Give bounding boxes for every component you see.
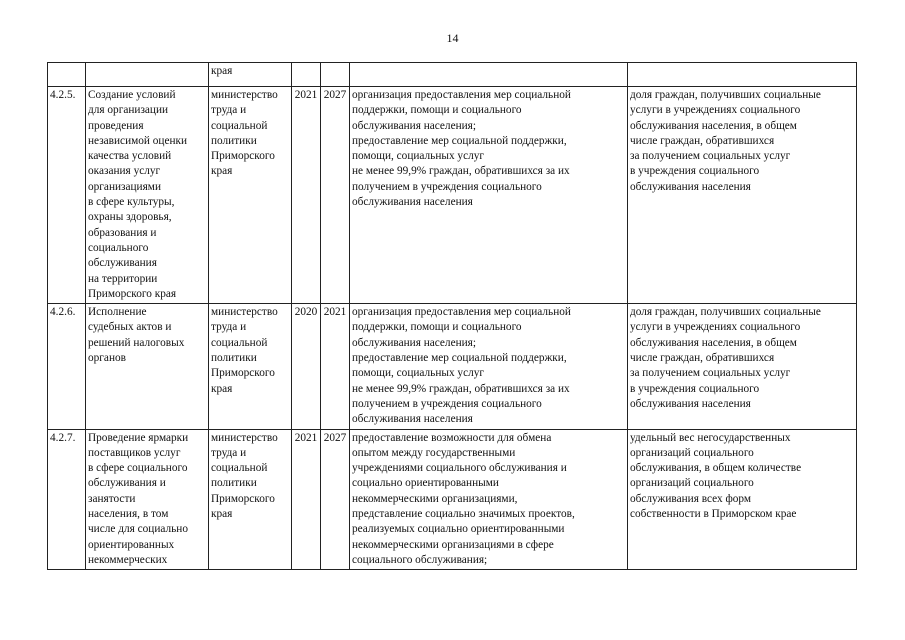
table-row: [48, 87, 857, 304]
year-start-cell: 2021: [292, 429, 321, 570]
indicator-cell: доля граждан, получивших социальные услуги в учреждениях социального обслуживания населения, в общем числе граждан, обратившихся за получением социальных услуг в учреждения социального обслуживания населения: [628, 304, 857, 429]
table-row: [48, 429, 857, 570]
executor-cell: министерство труда и социальной политики Приморского края: [209, 429, 292, 570]
row-number-cell: 4.2.7.: [48, 429, 86, 570]
measure-name-cell: [86, 63, 209, 87]
indicator-cell: удельный вес негосударственных организаций социального обслуживания, в общем количестве организаций социального обслуживания всех форм собственности в Приморском крае: [628, 429, 857, 570]
measure-name-cell: Проведение ярмарки поставщиков услуг в сфере социального обслуживания и занятости населения, в том числе для социально ориентированных некоммерческих: [86, 429, 209, 570]
page-number: 14: [446, 31, 459, 45]
executor-cell: министерство труда и социальной политики Приморского края: [209, 87, 292, 304]
result-cell: [350, 63, 628, 87]
year-end-cell: 2021: [321, 304, 350, 429]
measure-name-cell: Создание условий для организации проведения независимой оценки качества условий оказания услуг организациями в сфере культуры, охраны здоровья, образования и социального обслуживания на территории Приморского края: [86, 87, 209, 304]
indicator-cell: доля граждан, получивших социальные услуги в учреждениях социального обслуживания населения, в общем числе граждан, обратившихся за получением социальных услуг в учреждения социального обслуживания населения: [628, 87, 857, 304]
table-row-continuation: [48, 63, 857, 87]
measures-table: [47, 62, 857, 570]
measure-name-cell: Исполнение судебных актов и решений налоговых органов: [86, 304, 209, 429]
year-end-cell: 2027: [321, 87, 350, 304]
year-end-cell: 2027: [321, 429, 350, 570]
executor-cell: министерство труда и социальной политики Приморского края: [209, 304, 292, 429]
result-cell: организация предоставления мер социальной поддержки, помощи и социального обслуживания населения; предоставление мер социальной поддержки, помощи, социальных услуг не менее 99,9% граждан, обратившихся за их получением в учреждения социального обслуживания населения: [350, 304, 628, 429]
table-row: [48, 304, 857, 429]
row-number-cell: 4.2.5.: [48, 87, 86, 304]
result-cell: предоставление возможности для обмена опытом между государственными учреждениями социального обслуживания и социально ориентированными некоммерческими организациями, представление социально значимых проектов, реализуемых социально ориентированными некоммерческими организациями в сфере социального обслуживания;: [350, 429, 628, 570]
row-number-cell: 4.2.6.: [48, 304, 86, 429]
indicator-cell: [628, 63, 857, 87]
year-end-cell: [321, 63, 350, 87]
executor-cell: края: [209, 63, 292, 87]
result-cell: организация предоставления мер социальной поддержки, помощи и социального обслуживания населения; предоставление мер социальной поддержки, помощи, социальных услуг не менее 99,9% граждан, обратившихся за их получением в учреждения социального обслуживания населения: [350, 87, 628, 304]
year-start-cell: [292, 63, 321, 87]
year-start-cell: 2021: [292, 87, 321, 304]
year-start-cell: 2020: [292, 304, 321, 429]
row-number-cell: [48, 63, 86, 87]
